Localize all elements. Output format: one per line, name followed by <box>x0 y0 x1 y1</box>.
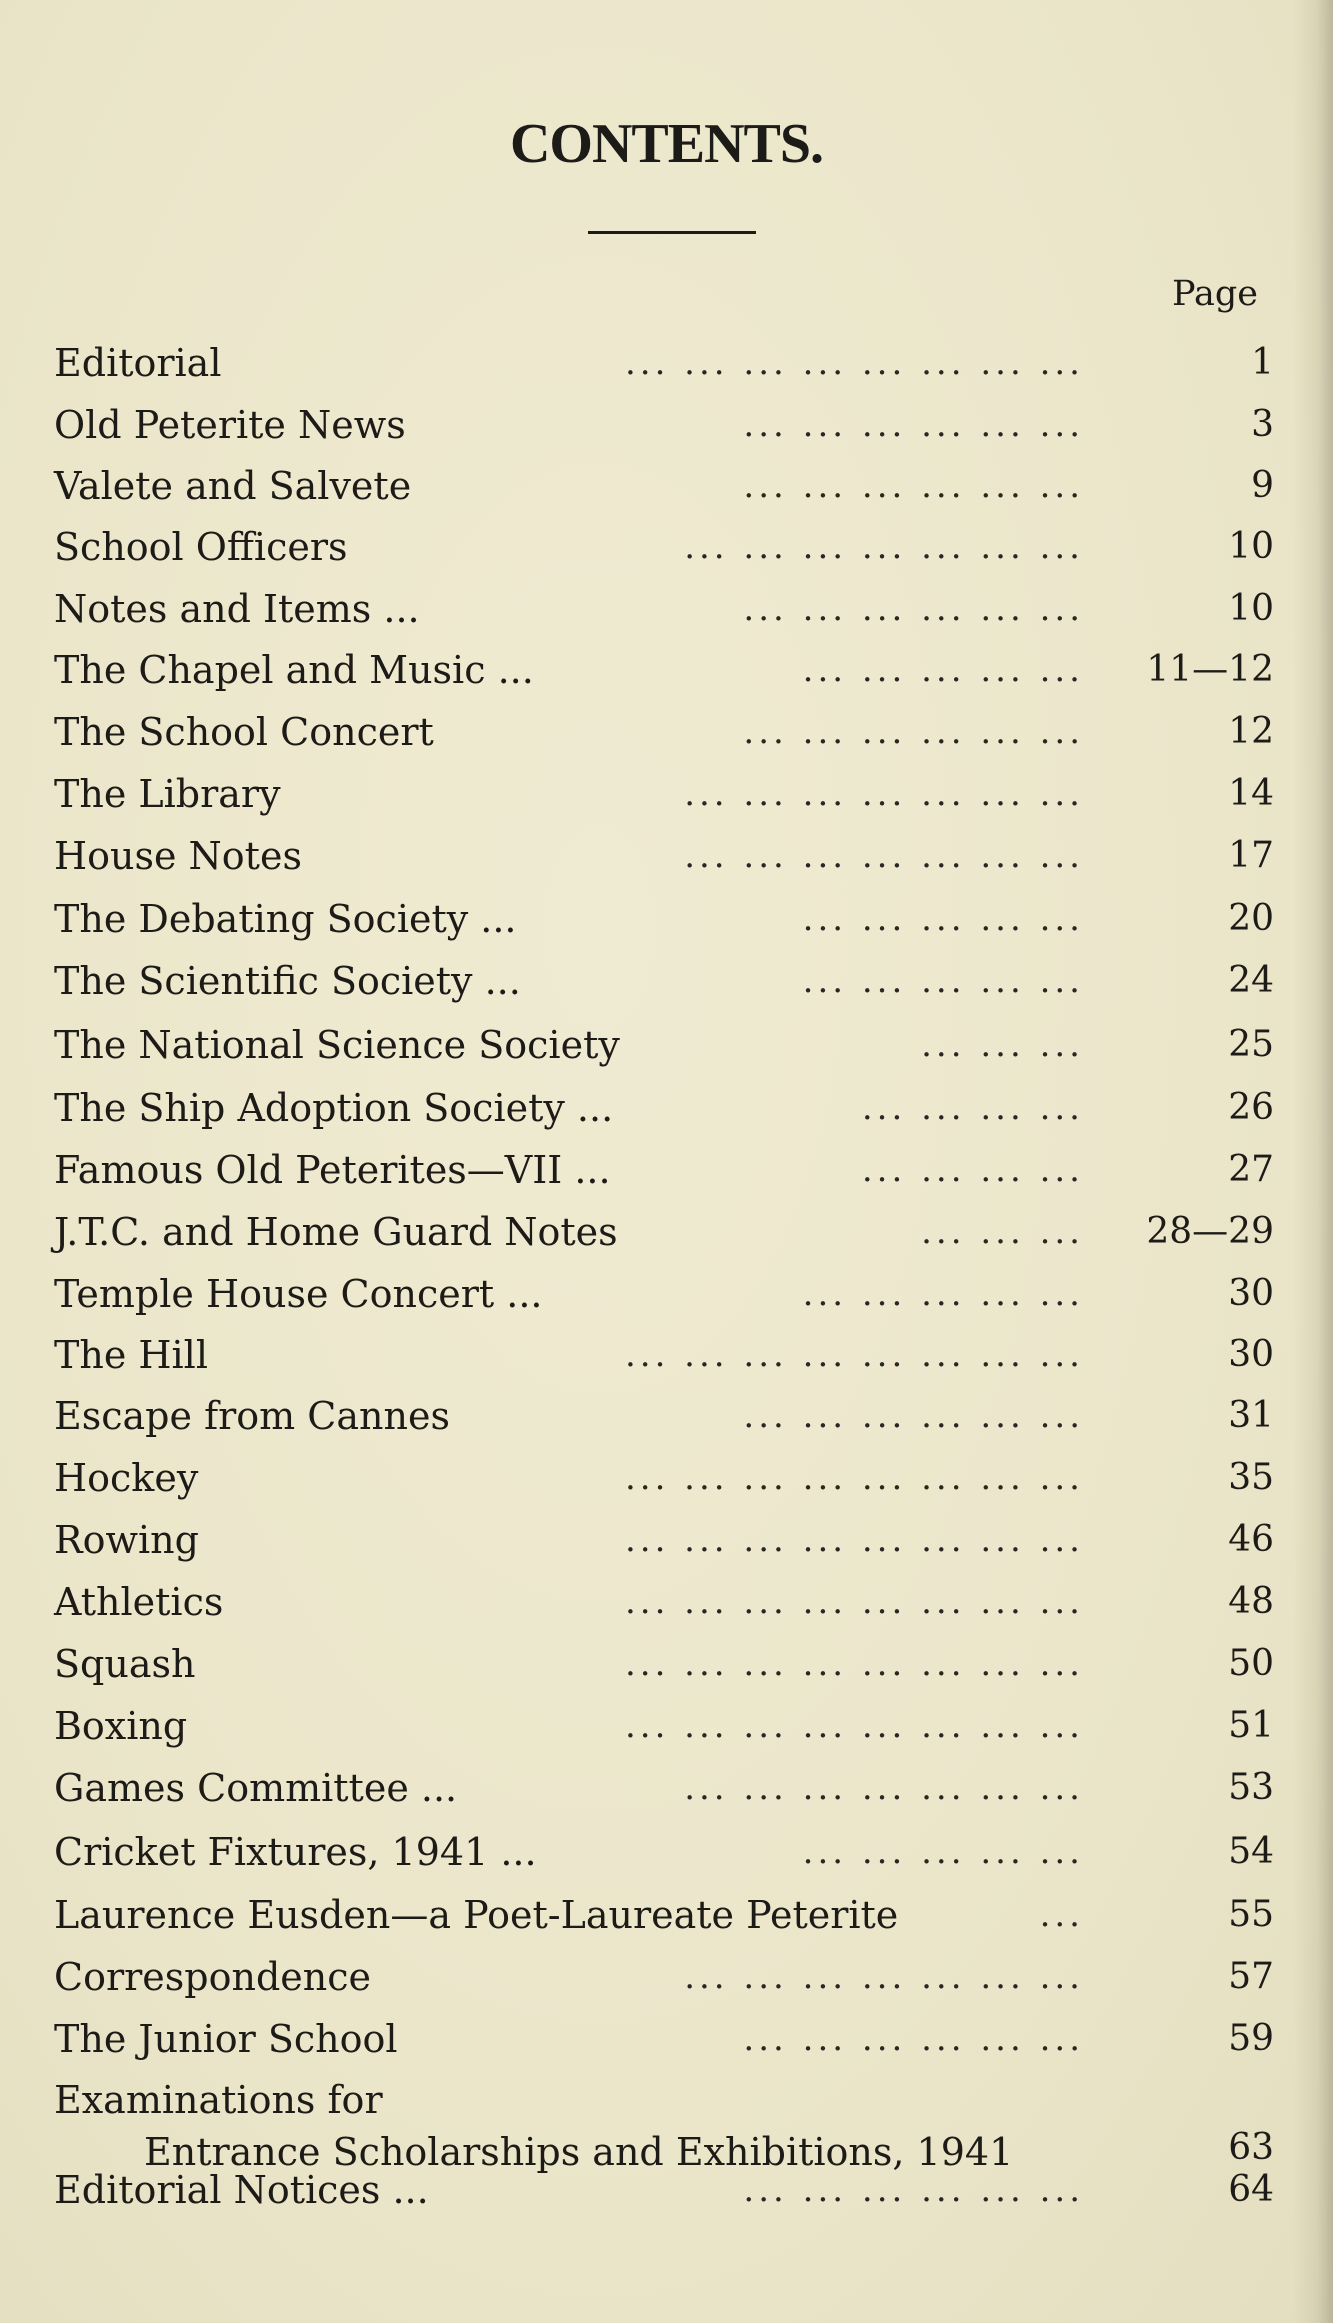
entry-page-number: 9 <box>1251 465 1274 506</box>
toc-entry <box>54 1206 1274 1258</box>
entry-title <box>54 1514 199 1566</box>
entry-title-line: Temple House Concert ... <box>54 1272 543 1316</box>
toc-entry <box>54 955 1274 1007</box>
dot-leader: ... <box>1039 1895 1084 1935</box>
dot-leader: ... ... ... ... ... ... <box>743 405 1084 445</box>
toc-entry <box>54 1082 1274 1134</box>
entry-page-number: 30 <box>1228 1334 1274 1375</box>
dot-leader: ... ... ... ... ... <box>802 650 1084 690</box>
entry-title <box>54 830 302 882</box>
entry-title <box>54 1889 898 1941</box>
toc-entry <box>54 1329 1274 1381</box>
entry-title <box>54 1329 208 1381</box>
dot-leader: ... ... ... ... ... ... <box>743 2019 1084 2059</box>
toc-entry <box>54 830 1274 882</box>
entry-title-line: Athletics <box>54 1580 224 1624</box>
entry-page-number: 14 <box>1228 773 1274 814</box>
entry-title-line: Cricket Fixtures, 1941 ... <box>54 1830 537 1874</box>
toc-entry <box>54 1576 1274 1628</box>
dot-leader: ... ... ... ... ... ... ... <box>684 1957 1084 1997</box>
dot-leader: ... ... ... ... ... ... <box>743 2170 1084 2210</box>
page-column-label: Page <box>1172 274 1258 314</box>
entry-title <box>54 644 534 696</box>
entry-page-number: 10 <box>1228 588 1274 629</box>
toc-entry <box>54 1268 1274 1320</box>
entry-title <box>54 955 521 1007</box>
entry-page-number: 12 <box>1228 711 1274 752</box>
entry-title <box>54 2013 398 2065</box>
entry-page-number: 10 <box>1228 526 1274 567</box>
toc-entry <box>54 1826 1274 1878</box>
contents-heading: CONTENTS. <box>509 113 824 175</box>
toc-entry <box>54 399 1274 451</box>
entry-title <box>54 768 281 820</box>
entry-page-number: 26 <box>1228 1087 1274 1128</box>
entry-page-number: 3 <box>1251 404 1274 445</box>
dot-leader: ... ... ... ... <box>861 1150 1084 1190</box>
toc-entry <box>54 1019 1274 1071</box>
entry-title-line: House Notes <box>54 834 302 878</box>
dot-leader: ... ... ... <box>921 1212 1084 1252</box>
entry-title-line: The Hill <box>54 1333 208 1377</box>
entry-title <box>54 706 434 758</box>
toc-entry <box>54 1452 1274 1504</box>
dot-leader: ... ... ... ... ... ... ... <box>684 836 1084 876</box>
entry-page-number: 53 <box>1228 1767 1274 1808</box>
entry-title <box>54 1082 613 1134</box>
entry-title-line: Valete and Salvete <box>54 464 412 508</box>
entry-title-line: The Debating Society ... <box>54 897 517 941</box>
entry-title <box>54 583 420 635</box>
toc-entry <box>54 1762 1274 1814</box>
entry-page-number: 64 <box>1228 2169 1274 2210</box>
entry-page-number: 1 <box>1251 342 1274 383</box>
entry-title <box>54 2074 1013 2178</box>
entry-title-line-2: Entrance Scholarships and Exhibitions, 1941 <box>144 2130 1014 2174</box>
dot-leader: ... ... ... ... ... ... ... ... <box>624 1335 1084 1375</box>
entry-title <box>54 1700 187 1752</box>
entry-title <box>54 893 517 945</box>
dot-leader: ... ... ... ... ... ... ... ... <box>624 1520 1084 1560</box>
entry-page-number: 24 <box>1228 960 1274 1001</box>
toc-entry <box>54 768 1274 820</box>
dot-leader: ... ... ... ... ... ... <box>743 589 1084 629</box>
entry-title-line: Games Committee ... <box>54 1766 458 1810</box>
toc-entry <box>54 2164 1274 2216</box>
entry-page-number: 50 <box>1228 1643 1274 1684</box>
entry-page-number: 17 <box>1228 835 1274 876</box>
entry-title-line: Boxing <box>54 1704 188 1748</box>
entry-page-number: 46 <box>1228 1519 1274 1560</box>
entry-title <box>54 1576 223 1628</box>
entry-title <box>54 1144 611 1196</box>
toc-entry <box>54 1390 1274 1442</box>
entry-title-line: Escape from Cannes <box>54 1394 450 1438</box>
dot-leader: ... ... ... ... ... ... ... ... <box>624 1644 1084 1684</box>
entry-title <box>54 1390 450 1442</box>
entry-title-line: Correspondence <box>54 1955 372 1999</box>
entry-title <box>54 1951 371 2003</box>
toc-entry <box>54 706 1274 758</box>
entry-page-number: 35 <box>1228 1457 1274 1498</box>
entry-title-line: School Officers <box>54 525 348 569</box>
heading-rule <box>588 231 756 234</box>
entry-title <box>54 460 411 512</box>
toc-entry <box>54 1951 1274 2003</box>
toc-entry <box>54 1514 1274 1566</box>
dot-leader: ... ... ... ... ... <box>802 1832 1084 1872</box>
dot-leader: ... ... ... ... ... ... ... ... <box>624 1582 1084 1622</box>
entry-title-line: The Chapel and Music ... <box>54 648 534 692</box>
dot-leader: ... ... ... ... ... ... <box>743 1396 1084 1436</box>
entry-title-line: Squash <box>54 1642 196 1686</box>
entry-title <box>54 1206 618 1258</box>
toc-entry <box>54 521 1274 573</box>
entry-page-number: 20 <box>1228 898 1274 939</box>
dot-leader: ... ... ... ... ... ... ... ... <box>624 1458 1084 1498</box>
entry-page-number: 57 <box>1228 1956 1274 1997</box>
dot-leader: ... ... ... ... ... ... ... ... <box>624 1706 1084 1746</box>
toc-entry <box>54 1889 1274 1941</box>
entry-title <box>54 521 348 573</box>
entry-title <box>54 1762 457 1814</box>
entry-title-line: J.T.C. and Home Guard Notes <box>54 1210 618 1254</box>
dot-leader: ... ... ... ... ... ... ... ... <box>624 343 1084 383</box>
entry-title-line: Examinations for <box>54 2078 383 2122</box>
dot-leader: ... ... ... ... <box>861 1088 1084 1128</box>
entry-title <box>54 337 222 389</box>
page-edge-shadow <box>1293 0 1333 2323</box>
entry-title-line: Notes and Items ... <box>54 587 420 631</box>
entry-title-line: The Scientific Society ... <box>54 959 521 1003</box>
toc-entry <box>54 2074 1274 2174</box>
entry-title <box>54 1638 195 1690</box>
entry-title-line: Editorial Notices ... <box>54 2168 429 2212</box>
entry-page-number: 63 <box>1228 2127 1274 2168</box>
entry-title-line: Famous Old Peterites—VII ... <box>54 1148 611 1192</box>
entry-page-number: 51 <box>1228 1705 1274 1746</box>
entry-page-number: 59 <box>1228 2018 1274 2059</box>
dot-leader: ... ... ... ... ... <box>802 961 1084 1001</box>
entry-title <box>54 399 406 451</box>
toc-entry <box>54 2013 1274 2065</box>
entry-title-line: Old Peterite News <box>54 403 406 447</box>
toc-entry <box>54 583 1274 635</box>
entry-title-line: Hockey <box>54 1456 199 1500</box>
entry-page-number: 28—29 <box>1146 1211 1274 1252</box>
entry-title-line: Rowing <box>54 1518 199 1562</box>
toc-entry <box>54 1700 1274 1752</box>
toc-entry <box>54 1638 1274 1690</box>
entry-page-number: 25 <box>1228 1024 1274 1065</box>
entry-title <box>54 1019 620 1071</box>
entry-title <box>54 1452 198 1504</box>
entry-title <box>54 1826 537 1878</box>
entry-title-line: The School Concert <box>54 710 434 754</box>
entry-title-line: Editorial <box>54 341 222 385</box>
entry-title <box>54 2164 429 2216</box>
toc-entry <box>54 1144 1274 1196</box>
entry-title-line: The Ship Adoption Society ... <box>54 1086 614 1130</box>
dot-leader: ... ... ... ... ... ... <box>743 466 1084 506</box>
dot-leader: ... ... ... ... ... ... <box>743 712 1084 752</box>
entry-page-number: 11—12 <box>1146 649 1274 690</box>
dot-leader: ... ... ... ... ... ... ... <box>684 774 1084 814</box>
entry-title-line: The Junior School <box>54 2017 398 2061</box>
dot-leader: ... ... ... ... ... ... ... <box>684 1768 1084 1808</box>
entry-page-number: 54 <box>1228 1831 1274 1872</box>
dot-leader: ... ... ... ... ... ... ... <box>684 527 1084 567</box>
entry-title-line: The Library <box>54 772 281 816</box>
dot-leader: ... ... ... ... ... <box>802 899 1084 939</box>
toc-entry <box>54 644 1274 696</box>
dot-leader: ... ... ... ... ... <box>802 1274 1084 1314</box>
entry-page-number: 27 <box>1228 1149 1274 1190</box>
toc-entry <box>54 893 1274 945</box>
toc-entry <box>54 460 1274 512</box>
entry-title <box>54 1268 542 1320</box>
toc-entry <box>54 337 1274 389</box>
dot-leader: ... ... ... <box>921 1025 1084 1065</box>
entry-title-line: The National Science Society <box>54 1023 620 1067</box>
entry-page-number: 31 <box>1228 1395 1274 1436</box>
entry-title-line: Laurence Eusden—a Poet-Laureate Peterite <box>54 1893 899 1937</box>
entry-page-number: 55 <box>1228 1894 1274 1935</box>
entry-page-number: 48 <box>1228 1581 1274 1622</box>
entry-page-number: 30 <box>1228 1273 1274 1314</box>
